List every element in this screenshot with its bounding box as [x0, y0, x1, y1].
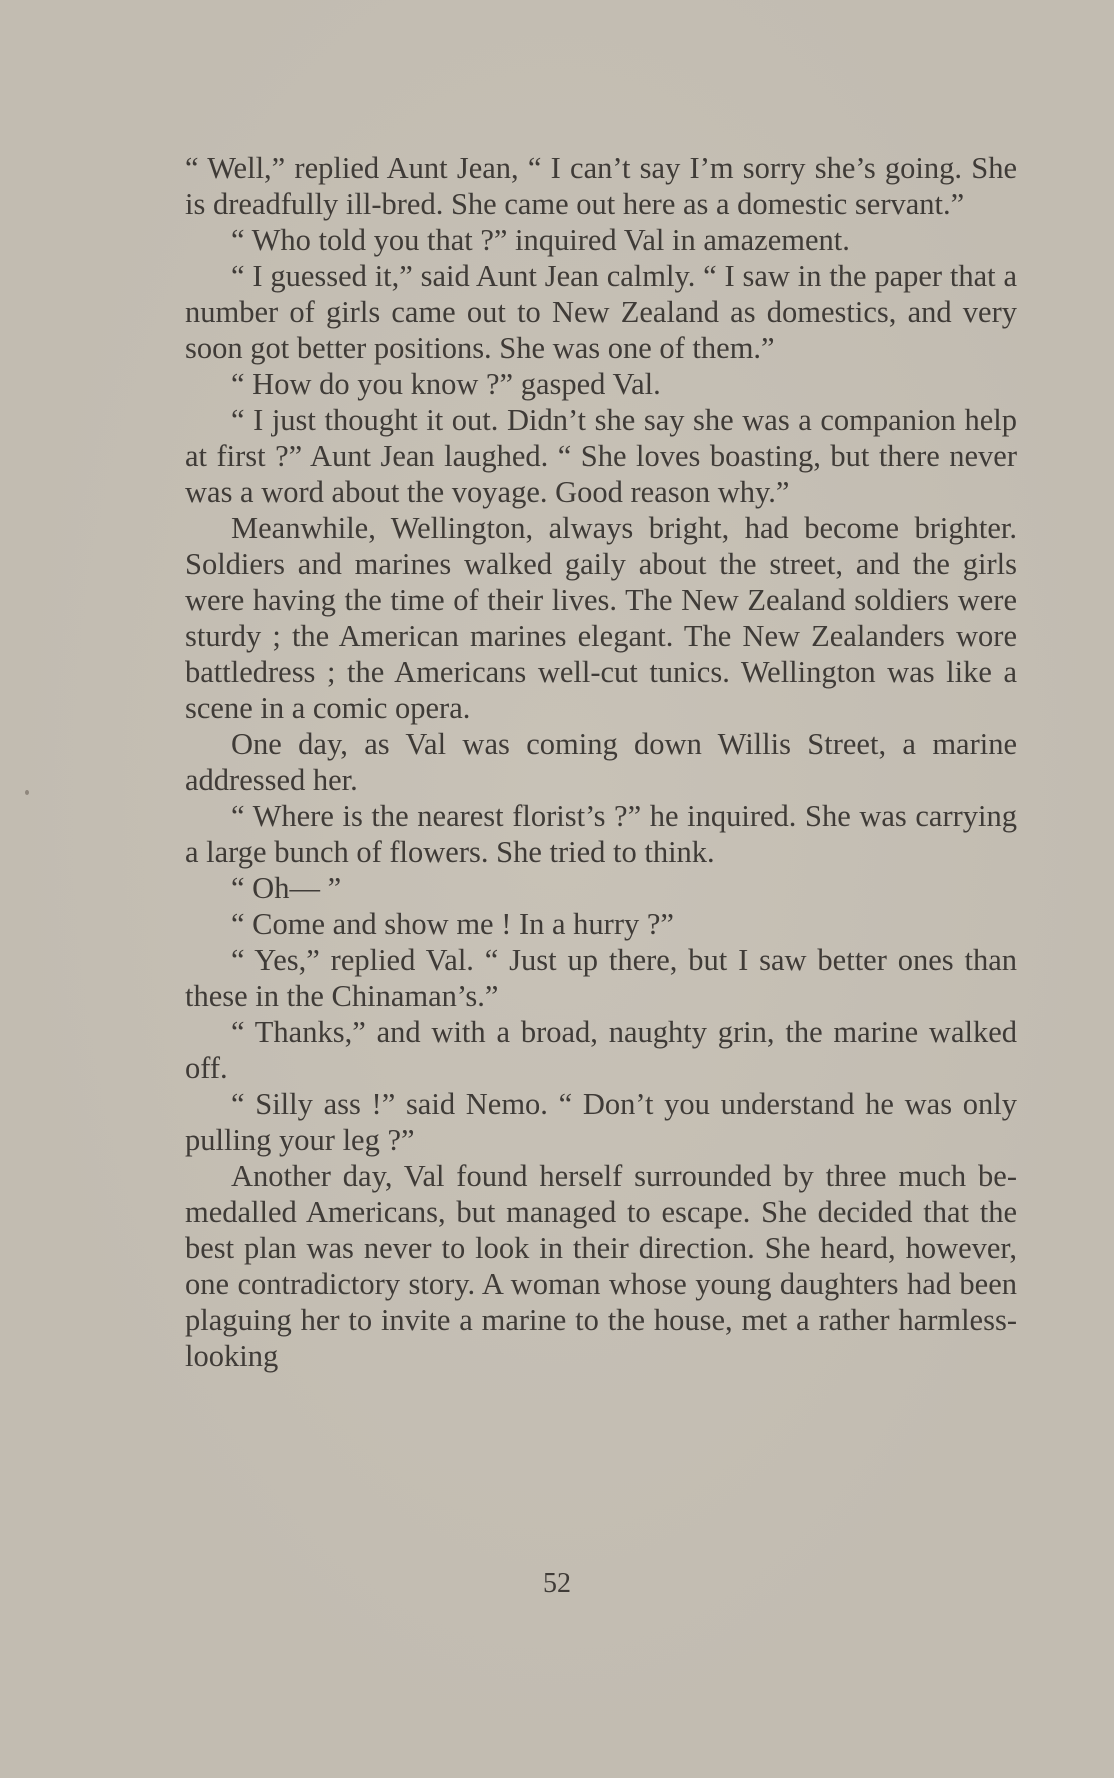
paragraph: “ Silly ass !” said Nemo. “ Don’t you understand he was only pulling your leg ?”	[185, 1087, 1017, 1157]
paragraph: “ Well,” replied Aunt Jean, “ I can’t say I’m sorry she’s going. She is dreadfully ill-bred. She came out here as a domestic servant.”	[185, 151, 1017, 221]
paragraph: “ Yes,” replied Val. “ Just up there, but I saw better ones than these in the Chinaman’s.”	[185, 943, 1017, 1013]
paragraph: “ Oh— ”	[231, 871, 342, 905]
paragraph: “ How do you know ?” gasped Val.	[231, 367, 661, 401]
paragraph: “ I guessed it,” said Aunt Jean calmly. “ I saw in the paper that a number of girls came out to New Zealand as domestics, and very soon got better positions. She was one of them.”	[185, 259, 1017, 365]
body-text	[185, 150, 1017, 1374]
page-number: 52	[543, 1568, 571, 1599]
paragraph: “ Who told you that ?” inquired Val in amazement.	[231, 223, 850, 257]
paper-speck	[25, 790, 29, 795]
paragraph: “ Come and show me ! In a hurry ?”	[231, 907, 674, 941]
paragraph: “ I just thought it out. Didn’t she say she was a companion help at first ?” Aunt Jean laughed. “ She loves boasting, but there never was a word about the voyage. Good reason why.”	[185, 403, 1017, 509]
paragraph: “ Where is the nearest florist’s ?” he inquired. She was carrying a large bunch of flowers. She tried to think.	[185, 799, 1017, 869]
paragraph: “ Thanks,” and with a broad, naughty grin, the marine walked off.	[185, 1015, 1017, 1085]
paragraph: Meanwhile, Wellington, always bright, had become brighter. Soldiers and marines walked gaily about the street, and the girls were having the time of their lives. The New Zealand soldiers were sturdy ; the American marines elegant. The New Zealanders wore battledress ; the Americans well-cut tunics. Wellington was like a scene in a comic opera.	[185, 511, 1017, 725]
paragraph: Another day, Val found herself surrounded by three much be-medalled Americans, but managed to escape. She decided that the best plan was never to look in their direction. She heard, however, one contradictory story. A woman whose young daughters had been plaguing her to invite a marine to the house, met a rather harmless-looking	[185, 1159, 1017, 1373]
paragraph: One day, as Val was coming down Willis Street, a marine addressed her.	[185, 727, 1017, 797]
